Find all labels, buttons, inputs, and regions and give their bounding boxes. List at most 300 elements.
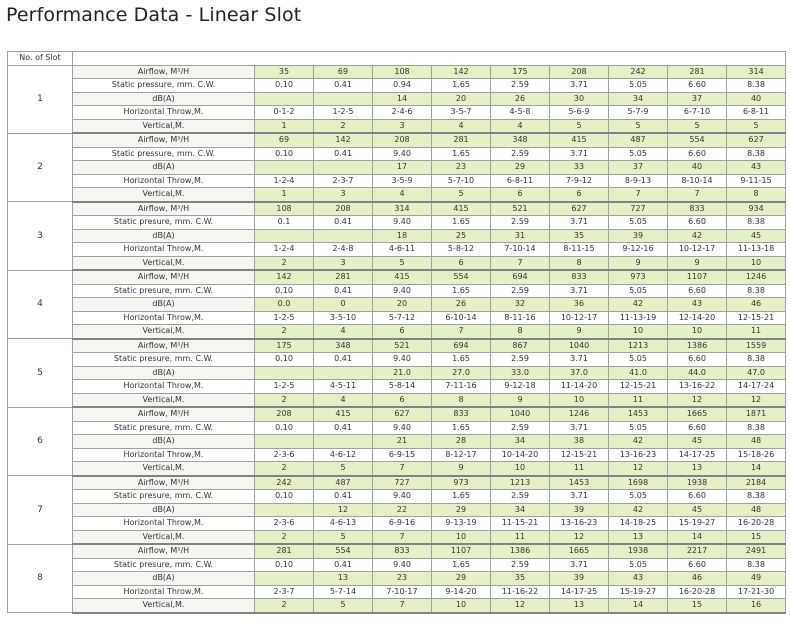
row-label-static-pressure: Static presure, mm. C.W. xyxy=(73,353,255,367)
table-row-airflow xyxy=(8,339,786,353)
table-cell: 5-8-12 xyxy=(432,243,491,257)
table-cell: 973 xyxy=(609,270,668,284)
table-cell: 42 xyxy=(609,435,668,449)
table-row-db-a xyxy=(8,229,786,243)
table-cell: 36 xyxy=(550,298,609,312)
table-cell: 0.10 xyxy=(255,558,314,572)
table-row-vertical xyxy=(8,530,786,544)
table-cell: 5.05 xyxy=(609,79,668,93)
row-label-airflow: Airflow, M³/H xyxy=(73,544,255,558)
table-cell: 1559 xyxy=(727,339,786,353)
table-cell: 1453 xyxy=(609,407,668,421)
table-cell: 34 xyxy=(491,435,550,449)
table-cell: 14-17-25 xyxy=(550,585,609,599)
table-cell: 46 xyxy=(668,572,727,586)
table-cell: 8.38 xyxy=(727,79,786,93)
table-cell: 9 xyxy=(491,393,550,407)
table-cell: 45 xyxy=(668,503,727,517)
table-cell: 4-6-11 xyxy=(373,243,432,257)
table-cell: 1453 xyxy=(550,476,609,490)
table-cell: 17-21-30 xyxy=(727,585,786,599)
table-cell: 2217 xyxy=(668,544,727,558)
table-row-db-a xyxy=(8,503,786,517)
table-cell: 8.38 xyxy=(727,284,786,298)
row-label-airflow: Airflow, M³/H xyxy=(73,133,255,147)
table-cell: 9.40 xyxy=(373,558,432,572)
table-cell: 1040 xyxy=(550,339,609,353)
table-row-static-pressure xyxy=(8,216,786,230)
table-cell: 3.71 xyxy=(550,79,609,93)
table-cell: 38 xyxy=(550,435,609,449)
table-cell: 2 xyxy=(255,325,314,339)
table-cell: 14 xyxy=(668,530,727,544)
table-cell: 281 xyxy=(314,270,373,284)
table-cell: 208 xyxy=(255,407,314,421)
table-cell: 4 xyxy=(432,119,491,133)
row-label-horizontal-throw: Horizontal Throw,M. xyxy=(73,243,255,257)
table-cell: 13 xyxy=(314,572,373,586)
row-label-horizontal-throw: Horizontal Throw,M. xyxy=(73,448,255,462)
row-label-static-pressure: Static presure, mm. C.W. xyxy=(73,558,255,572)
table-row-db-a xyxy=(8,92,786,106)
table-cell: 2.59 xyxy=(491,79,550,93)
table-cell: 694 xyxy=(432,339,491,353)
table-cell: 43 xyxy=(668,298,727,312)
table-cell: 0.10 xyxy=(255,353,314,367)
table-cell: 2 xyxy=(255,462,314,476)
table-cell: 8.38 xyxy=(727,216,786,230)
table-cell: 14 xyxy=(373,92,432,106)
table-cell: 833 xyxy=(550,270,609,284)
row-label-vertical: Vertical,M. xyxy=(73,393,255,407)
table-cell: 3-5-7 xyxy=(432,106,491,120)
row-label-db-a: dB(A) xyxy=(73,503,255,517)
table-cell: 12-14-20 xyxy=(668,311,727,325)
table-cell: 314 xyxy=(373,202,432,216)
table-cell: 1.65 xyxy=(432,421,491,435)
table-cell: 2 xyxy=(314,119,373,133)
table-cell: 35 xyxy=(491,572,550,586)
table-cell: 1665 xyxy=(668,407,727,421)
table-row-airflow xyxy=(8,544,786,558)
table-row-airflow xyxy=(8,133,786,147)
slot-column-header: No. of Slot xyxy=(8,52,73,66)
table-cell: 9-13-19 xyxy=(432,517,491,531)
table-cell: 0.41 xyxy=(314,147,373,161)
table-cell: 694 xyxy=(491,270,550,284)
table-cell: 22 xyxy=(373,503,432,517)
table-cell: 1.65 xyxy=(432,147,491,161)
table-cell: 2.59 xyxy=(491,284,550,298)
table-cell: 47.0 xyxy=(727,366,786,380)
table-cell: 7 xyxy=(491,256,550,270)
table-cell: 487 xyxy=(314,476,373,490)
table-cell: 10-12-17 xyxy=(668,243,727,257)
table-cell: 5-7-10 xyxy=(432,174,491,188)
slot-number: 7 xyxy=(8,476,73,545)
table-cell: 627 xyxy=(550,202,609,216)
table-cell: 12 xyxy=(491,599,550,613)
table-cell: 867 xyxy=(491,339,550,353)
table-cell: 7 xyxy=(373,530,432,544)
table-cell: 12 xyxy=(727,393,786,407)
table-cell: 6-10-14 xyxy=(432,311,491,325)
table-cell: 7 xyxy=(609,188,668,202)
table-cell: 11 xyxy=(727,325,786,339)
table-cell: 5.05 xyxy=(609,490,668,504)
table-cell: 32 xyxy=(491,298,550,312)
table-cell: 7-11-16 xyxy=(432,380,491,394)
table-cell: 7 xyxy=(432,325,491,339)
table-cell: 2491 xyxy=(727,544,786,558)
table-cell xyxy=(314,92,373,106)
table-cell: 1938 xyxy=(609,544,668,558)
row-label-vertical: Vertical,M. xyxy=(73,530,255,544)
table-cell: 0.10 xyxy=(255,421,314,435)
table-cell: 5.05 xyxy=(609,558,668,572)
table-cell: 8-9-13 xyxy=(609,174,668,188)
table-cell: 2-3-7 xyxy=(255,585,314,599)
table-cell: 10-14-20 xyxy=(491,448,550,462)
table-cell: 281 xyxy=(668,65,727,79)
table-cell: 833 xyxy=(432,407,491,421)
table-cell: 30 xyxy=(550,92,609,106)
table-cell: 0.41 xyxy=(314,490,373,504)
table-cell: 44.0 xyxy=(668,366,727,380)
table-cell: 3.71 xyxy=(550,421,609,435)
table-cell: 9.40 xyxy=(373,147,432,161)
table-cell: 15 xyxy=(668,599,727,613)
table-cell: 3.71 xyxy=(550,216,609,230)
row-label-vertical: Vertical,M. xyxy=(73,188,255,202)
table-cell: 12-15-21 xyxy=(550,448,609,462)
table-cell: 934 xyxy=(727,202,786,216)
table-cell xyxy=(314,161,373,175)
table-cell: 9.40 xyxy=(373,216,432,230)
table-cell: 7 xyxy=(668,188,727,202)
table-cell: 13 xyxy=(668,462,727,476)
table-cell: 108 xyxy=(255,202,314,216)
table-cell: 8 xyxy=(550,256,609,270)
table-cell: 26 xyxy=(432,298,491,312)
table-row-airflow xyxy=(8,476,786,490)
table-cell: 10 xyxy=(550,393,609,407)
table-row-airflow xyxy=(8,65,786,79)
row-label-horizontal-throw: Horizontal Throw,M. xyxy=(73,311,255,325)
row-label-vertical: Vertical,M. xyxy=(73,462,255,476)
table-cell: 4 xyxy=(314,393,373,407)
table-cell: 142 xyxy=(432,65,491,79)
table-cell: 0.10 xyxy=(255,284,314,298)
table-cell: 0.41 xyxy=(314,558,373,572)
table-cell: 9 xyxy=(432,462,491,476)
row-label-horizontal-throw: Horizontal Throw,M. xyxy=(73,517,255,531)
table-cell: 0.0 xyxy=(255,298,314,312)
table-cell: 15-18-26 xyxy=(727,448,786,462)
table-cell: 8 xyxy=(491,325,550,339)
table-cell: 281 xyxy=(255,544,314,558)
table-cell: 2 xyxy=(255,599,314,613)
table-cell: 242 xyxy=(609,65,668,79)
table-cell: 2 xyxy=(255,256,314,270)
table-cell: 0.94 xyxy=(373,79,432,93)
table-cell: 2.59 xyxy=(491,558,550,572)
table-row-static-pressure xyxy=(8,147,786,161)
table-cell: 21.0 xyxy=(373,366,432,380)
table-cell: 6.60 xyxy=(668,79,727,93)
table-cell: 42 xyxy=(668,229,727,243)
table-cell: 554 xyxy=(432,270,491,284)
table-cell: 13 xyxy=(609,530,668,544)
table-cell: 2.59 xyxy=(491,353,550,367)
table-cell: 20 xyxy=(432,92,491,106)
table-cell: 2-3-7 xyxy=(314,174,373,188)
table-row-horizontal-throw xyxy=(8,448,786,462)
table-cell: 12-15-21 xyxy=(727,311,786,325)
table-cell: 0.10 xyxy=(255,490,314,504)
table-cell: 2.59 xyxy=(491,421,550,435)
slot-number: 5 xyxy=(8,339,73,408)
table-cell: 28 xyxy=(432,435,491,449)
table-cell: 39 xyxy=(609,229,668,243)
table-cell: 6.60 xyxy=(668,353,727,367)
table-cell: 2 xyxy=(255,393,314,407)
table-cell: 208 xyxy=(314,202,373,216)
table-cell: 13 xyxy=(550,599,609,613)
slot-number: 4 xyxy=(8,270,73,339)
table-cell: 3-5-9 xyxy=(373,174,432,188)
table-cell: 8.38 xyxy=(727,490,786,504)
table-cell: 3-5-10 xyxy=(314,311,373,325)
table-cell: 14 xyxy=(727,462,786,476)
table-cell: 26 xyxy=(491,92,550,106)
table-row-vertical xyxy=(8,462,786,476)
table-cell: 7-9-12 xyxy=(550,174,609,188)
table-cell: 8-11-15 xyxy=(550,243,609,257)
table-cell: 9-14-20 xyxy=(432,585,491,599)
table-cell: 3 xyxy=(373,119,432,133)
table-cell: 39 xyxy=(550,503,609,517)
table-cell: 15 xyxy=(727,530,786,544)
table-cell: 0.10 xyxy=(255,147,314,161)
table-cell: 1213 xyxy=(609,339,668,353)
table-cell: 69 xyxy=(255,133,314,147)
table-cell: 8.38 xyxy=(727,558,786,572)
table-cell: 29 xyxy=(432,503,491,517)
table-cell: 5-7-12 xyxy=(373,311,432,325)
table-cell: 6.60 xyxy=(668,284,727,298)
table-cell: 6-8-11 xyxy=(727,106,786,120)
table-cell: 3 xyxy=(314,188,373,202)
table-row-vertical xyxy=(8,599,786,613)
table-cell: 627 xyxy=(373,407,432,421)
table-cell: 1871 xyxy=(727,407,786,421)
row-label-vertical: Vertical,M. xyxy=(73,599,255,613)
table-cell: 6.60 xyxy=(668,147,727,161)
table-row-horizontal-throw xyxy=(8,517,786,531)
table-cell: 3.71 xyxy=(550,147,609,161)
slot-number: 8 xyxy=(8,544,73,613)
row-label-static-pressure: Static presure, mm. C.W. xyxy=(73,421,255,435)
table-cell: 2-4-6 xyxy=(373,106,432,120)
table-cell: 6.60 xyxy=(668,490,727,504)
table-row-airflow xyxy=(8,202,786,216)
table-cell: 6 xyxy=(550,188,609,202)
table-cell: 2.59 xyxy=(491,490,550,504)
table-cell: 11-16-22 xyxy=(491,585,550,599)
table-cell xyxy=(314,435,373,449)
table-cell: 2.59 xyxy=(491,216,550,230)
table-row-vertical xyxy=(8,393,786,407)
table-cell: 31 xyxy=(491,229,550,243)
table-cell: 10 xyxy=(609,325,668,339)
table-cell: 23 xyxy=(373,572,432,586)
table-cell: 6-8-11 xyxy=(491,174,550,188)
row-label-airflow: Airflow, M³/H xyxy=(73,65,255,79)
table-cell: 10 xyxy=(491,462,550,476)
table-cell: 1.65 xyxy=(432,490,491,504)
table-cell: 142 xyxy=(314,133,373,147)
table-row-vertical xyxy=(8,325,786,339)
table-cell: 6-9-15 xyxy=(373,448,432,462)
table-cell: 3.71 xyxy=(550,490,609,504)
table-cell: 9-11-15 xyxy=(727,174,786,188)
table-cell: 8-10-14 xyxy=(668,174,727,188)
table-cell: 281 xyxy=(432,133,491,147)
table-cell: 8-12-17 xyxy=(432,448,491,462)
table-cell: 1.65 xyxy=(432,79,491,93)
table-row-airflow xyxy=(8,407,786,421)
table-cell: 5-8-14 xyxy=(373,380,432,394)
table-cell: 4-6-13 xyxy=(314,517,373,531)
row-label-db-a: dB(A) xyxy=(73,435,255,449)
table-cell: 42 xyxy=(609,298,668,312)
table-cell: 1213 xyxy=(491,476,550,490)
table-row-static-pressure xyxy=(8,490,786,504)
table-cell: 11 xyxy=(609,393,668,407)
table-cell: 37.0 xyxy=(550,366,609,380)
table-cell: 487 xyxy=(609,133,668,147)
table-cell: 6.60 xyxy=(668,558,727,572)
table-cell: 6.60 xyxy=(668,216,727,230)
table-cell: 9.40 xyxy=(373,490,432,504)
table-cell: 521 xyxy=(491,202,550,216)
table-cell: 9 xyxy=(668,256,727,270)
table-cell: 1.65 xyxy=(432,284,491,298)
table-cell: 833 xyxy=(373,544,432,558)
table-cell: 1.65 xyxy=(432,216,491,230)
table-row-horizontal-throw xyxy=(8,174,786,188)
table-cell: 415 xyxy=(314,407,373,421)
table-cell: 11 xyxy=(550,462,609,476)
table-cell: 42 xyxy=(609,503,668,517)
table-cell: 6 xyxy=(373,393,432,407)
table-cell: 0.41 xyxy=(314,353,373,367)
table-cell: 208 xyxy=(550,65,609,79)
table-cell: 14-18-25 xyxy=(609,517,668,531)
table-cell: 521 xyxy=(373,339,432,353)
table-cell: 6 xyxy=(432,256,491,270)
row-label-horizontal-throw: Horizontal Throw,M. xyxy=(73,174,255,188)
table-cell: 554 xyxy=(668,133,727,147)
slot-number: 2 xyxy=(8,133,73,202)
table-row-horizontal-throw xyxy=(8,380,786,394)
table-cell: 21 xyxy=(373,435,432,449)
table-cell: 43 xyxy=(727,161,786,175)
table-cell: 415 xyxy=(373,270,432,284)
table-cell: 3 xyxy=(314,256,373,270)
table-cell: 5 xyxy=(550,119,609,133)
table-cell: 973 xyxy=(432,476,491,490)
row-label-db-a: dB(A) xyxy=(73,366,255,380)
table-row-db-a xyxy=(8,435,786,449)
table-row-horizontal-throw xyxy=(8,585,786,599)
table-cell xyxy=(255,572,314,586)
table-cell: 12 xyxy=(314,503,373,517)
row-label-static-pressure: Static presure, mm. C.W. xyxy=(73,490,255,504)
row-label-airflow: Airflow, M³/H xyxy=(73,476,255,490)
table-cell: 7 xyxy=(373,599,432,613)
table-cell: 11-13-19 xyxy=(609,311,668,325)
table-cell: 4 xyxy=(491,119,550,133)
table-cell: 9.40 xyxy=(373,421,432,435)
table-row-db-a xyxy=(8,298,786,312)
table-cell: 4 xyxy=(314,325,373,339)
table-cell: 6-7-10 xyxy=(668,106,727,120)
table-cell: 348 xyxy=(491,133,550,147)
table-cell: 8.38 xyxy=(727,421,786,435)
table-cell: 14-17-25 xyxy=(668,448,727,462)
row-label-static-pressure: Static pressure, mm. C.W. xyxy=(73,147,255,161)
table-cell: 34 xyxy=(491,503,550,517)
row-label-db-a: dB(A) xyxy=(73,92,255,106)
table-cell: 0.41 xyxy=(314,216,373,230)
table-cell: 45 xyxy=(727,229,786,243)
table-cell: 9-12-16 xyxy=(609,243,668,257)
row-label-horizontal-throw: Horizontal Throw,M. xyxy=(73,380,255,394)
table-cell: 12 xyxy=(550,530,609,544)
table-cell: 11-15-21 xyxy=(491,517,550,531)
table-cell: 1698 xyxy=(609,476,668,490)
table-cell: 16-20-28 xyxy=(727,517,786,531)
table-row-horizontal-throw xyxy=(8,106,786,120)
table-cell: 1-2-5 xyxy=(314,106,373,120)
table-cell: 13-16-23 xyxy=(550,517,609,531)
table-cell: 41.0 xyxy=(609,366,668,380)
table-cell: 5.05 xyxy=(609,421,668,435)
table-cell: 20 xyxy=(373,298,432,312)
table-cell: 4-5-11 xyxy=(314,380,373,394)
table-cell: 1386 xyxy=(491,544,550,558)
table-cell: 9 xyxy=(550,325,609,339)
row-label-db-a: dB(A) xyxy=(73,161,255,175)
table-cell: 1107 xyxy=(432,544,491,558)
table-cell: 12 xyxy=(668,393,727,407)
table-cell: 2-4-8 xyxy=(314,243,373,257)
table-row-db-a xyxy=(8,572,786,586)
table-cell: 142 xyxy=(255,270,314,284)
table-cell: 208 xyxy=(373,133,432,147)
table-cell: 5 xyxy=(432,188,491,202)
row-label-db-a: dB(A) xyxy=(73,572,255,586)
table-row-horizontal-throw xyxy=(8,311,786,325)
table-cell: 17 xyxy=(373,161,432,175)
table-cell: 415 xyxy=(432,202,491,216)
table-cell: 40 xyxy=(668,161,727,175)
row-label-airflow: Airflow, M³/H xyxy=(73,339,255,353)
table-cell: 5-7-14 xyxy=(314,585,373,599)
table-cell: 627 xyxy=(727,133,786,147)
